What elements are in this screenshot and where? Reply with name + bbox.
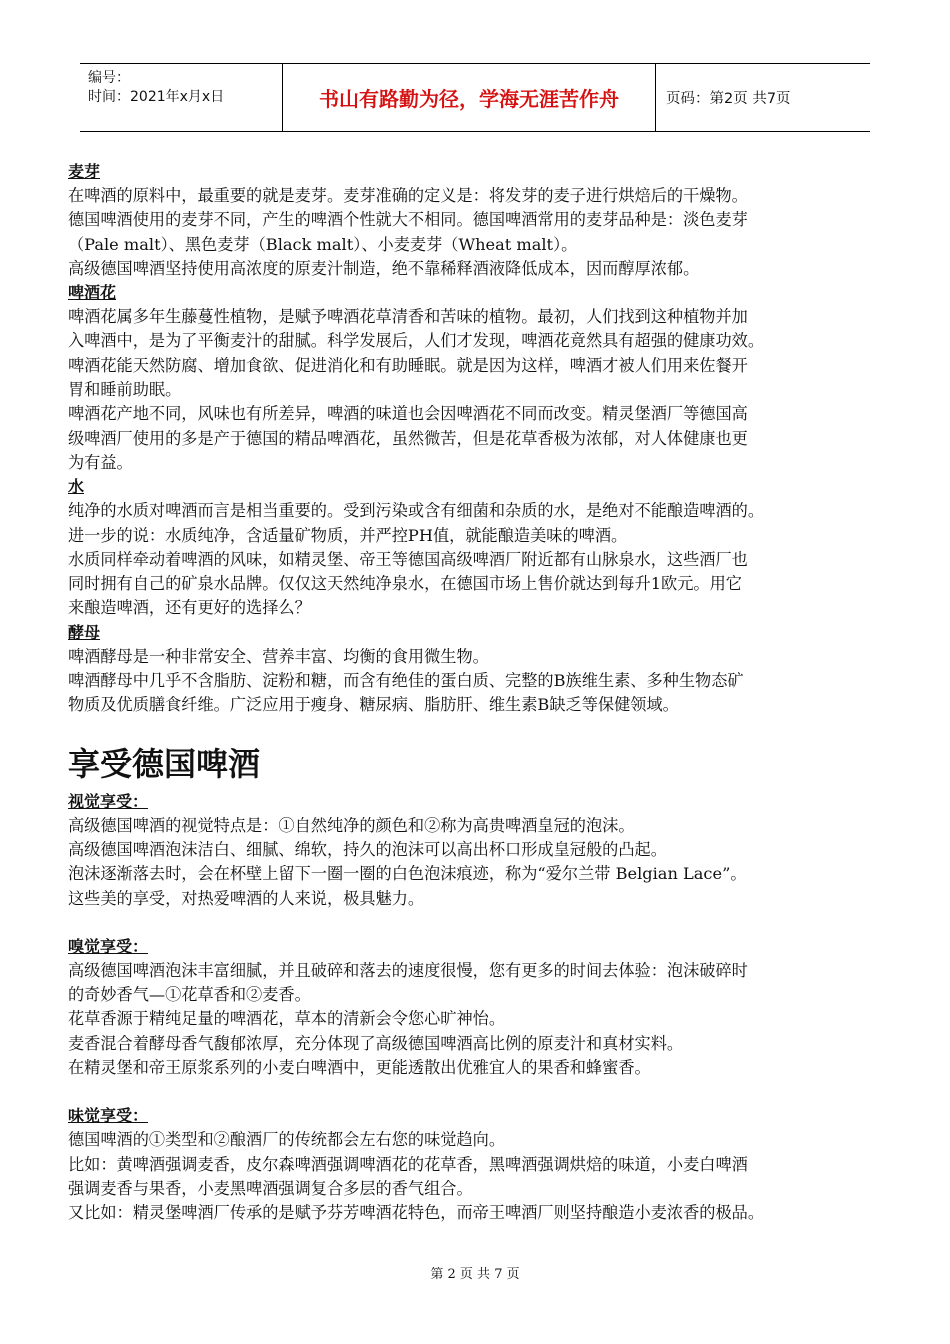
paragraph-line: 级啤酒厂使用的多是产于德国的精品啤酒花，虽然微苦，但是花草香极为浓郁，对人体健康也更 — [68, 428, 748, 448]
paragraph-line: 啤酒酵母中几乎不含脂肪、淀粉和糖，而含有绝佳的蛋白质、完整的B族维生素、多种生物态矿 — [68, 671, 744, 691]
section-heading-visual: 视觉享受： — [68, 791, 149, 811]
paragraph-line: 高级德国啤酒的视觉特点是：①自然纯净的颜色和②称为高贵啤酒皇冠的泡沫。 — [68, 815, 635, 835]
enjoy-title: 享受德国啤酒 — [68, 744, 261, 783]
time-label: 时间：2021年x月x日 — [88, 89, 225, 105]
page-footer: 第 2 页 共 7 页 — [430, 1267, 520, 1282]
header-page-label: 页码：第2页 共7页 — [666, 91, 791, 107]
paragraph-line: 强调麦香与果香，小麦黑啤酒强调复合多层的香气组合。 — [68, 1178, 473, 1198]
paragraph-line: 同时拥有自己的矿泉水品牌。仅仅这天然纯净泉水，在德国市场上售价就达到每升1欧元。用它 — [68, 574, 742, 594]
paragraph-line: 高级德国啤酒泡沫洁白、细腻、绵软，持久的泡沫可以高出杯口形成皇冠般的凸起。 — [68, 839, 667, 859]
paragraph-line: 为有益。 — [68, 452, 133, 472]
paragraph-line: 在啤酒的原料中，最重要的就是麦芽。麦芽准确的定义是：将发芽的麦子进行烘焙后的干燥物。 — [68, 186, 748, 205]
paragraph-line: 纯净的水质对啤酒而言是相当重要的。受到污染或含有细菌和杂质的水，是绝对不能酿造啤酒的。 — [68, 501, 765, 521]
paragraph-line: 又比如：精灵堡啤酒厂传承的是赋予芬芳啤酒花特色，而帝王啤酒厂则坚持酿造小麦浓香的极品。 — [68, 1203, 765, 1223]
paragraph-line: 啤酒酵母是一种非常安全、营养丰富、均衡的食用微生物。 — [68, 646, 489, 666]
paragraph-line: 啤酒花产地不同，风味也有所差异，啤酒的味道也会因啤酒花不同而改变。精灵堡酒厂等德国高 — [68, 404, 748, 424]
paragraph-line: 德国啤酒的①类型和②酿酒厂的传统都会左右您的味觉趋向。 — [68, 1130, 506, 1150]
paragraph-line: 高级德国啤酒坚持使用高浓度的原麦汁制造，绝不靠稀释酒液降低成本，因而醇厚浓郁。 — [68, 258, 700, 278]
paragraph-line: （Pale malt）、黑色麦芽（Black malt）、小麦麦芽（Wheat malt）。 — [68, 234, 578, 254]
paragraph-line: 花草香源于精纯足量的啤酒花，草本的清新会令您心旷神怡。 — [68, 1009, 506, 1029]
header-motto: 书山有路勤为径，学海无涯苦作舟 — [282, 64, 656, 131]
paragraph-line: 比如：黄啤酒强调麦香，皮尔森啤酒强调啤酒花的花草香，黑啤酒强调烘焙的味道，小麦白啤酒 — [68, 1154, 748, 1174]
number-label: 编号： — [88, 70, 130, 86]
paragraph-line: 来酿造啤酒，还有更好的选择么？ — [68, 598, 311, 618]
document-body — [68, 160, 888, 1226]
section-heading-taste: 味觉享受： — [68, 1106, 149, 1126]
paragraph-line: 进一步的说：水质纯净，含适量矿物质，并严控PH值，就能酿造美味的啤酒。 — [68, 525, 628, 545]
section-heading-water: 水 — [68, 477, 85, 497]
section-heading-hops: 啤酒花 — [68, 283, 117, 303]
paragraph-line: 高级德国啤酒泡沫丰富细腻，并且破碎和落去的速度很慢，您有更多的时间去体验：泡沫破碎时 — [68, 960, 748, 980]
paragraph-line: 胃和睡前助眠。 — [68, 380, 182, 400]
section-heading-malt: 麦芽 — [68, 162, 101, 181]
paragraph-line: 物质及优质膳食纤维。广泛应用于瘦身、糖尿病、脂肪肝、维生素B缺乏等保健领域。 — [68, 695, 679, 715]
paragraph-line: 入啤酒中，是为了平衡麦汁的甜腻。科学发展后，人们才发现，啤酒花竟然具有超强的健康功效。 — [68, 331, 765, 351]
paragraph-line: 的奇妙香气—①花草香和②麦香。 — [68, 985, 311, 1005]
section-heading-yeast: 酵母 — [68, 622, 101, 642]
paragraph-line: 这些美的享受，对热爱啤酒的人来说，极具魅力。 — [68, 888, 425, 908]
paragraph-line: 水质同样牵动着啤酒的风味，如精灵堡、帝王等德国高级啤酒厂附近都有山脉泉水，这些酒厂也 — [68, 549, 748, 569]
paragraph-line: 泡沫逐渐落去时，会在杯壁上留下一圈一圈的白色泡沫痕迹，称为“爱尔兰带 Belgian Lace”。 — [68, 864, 747, 884]
paragraph-line: 啤酒花属多年生藤蔓性植物，是赋予啤酒花草清香和苦味的植物。最初，人们找到这种植物并加 — [68, 307, 748, 327]
paragraph-line: 啤酒花能天然防腐、增加食欲、促进消化和有助睡眠。就是因为这样，啤酒才被人们用来佐餐开 — [68, 355, 748, 375]
paragraph-line: 麦香混合着酵母香气馥郁浓厚，充分体现了高级德国啤酒高比例的原麦汁和真材实料。 — [68, 1033, 684, 1053]
spacer — [68, 911, 888, 935]
section-heading-smell: 嗅觉享受： — [68, 936, 149, 956]
paragraph-line: 德国啤酒使用的麦芽不同，产生的啤酒个性就大不相同。德国啤酒常用的麦芽品种是：淡色麦芽 — [68, 210, 748, 230]
spacer — [68, 1080, 888, 1104]
header-info — [80, 64, 282, 131]
page-header — [80, 63, 870, 132]
paragraph-line: 在精灵堡和帝王原浆系列的小麦白啤酒中，更能透散出优雅宜人的果香和蜂蜜香。 — [68, 1058, 651, 1078]
